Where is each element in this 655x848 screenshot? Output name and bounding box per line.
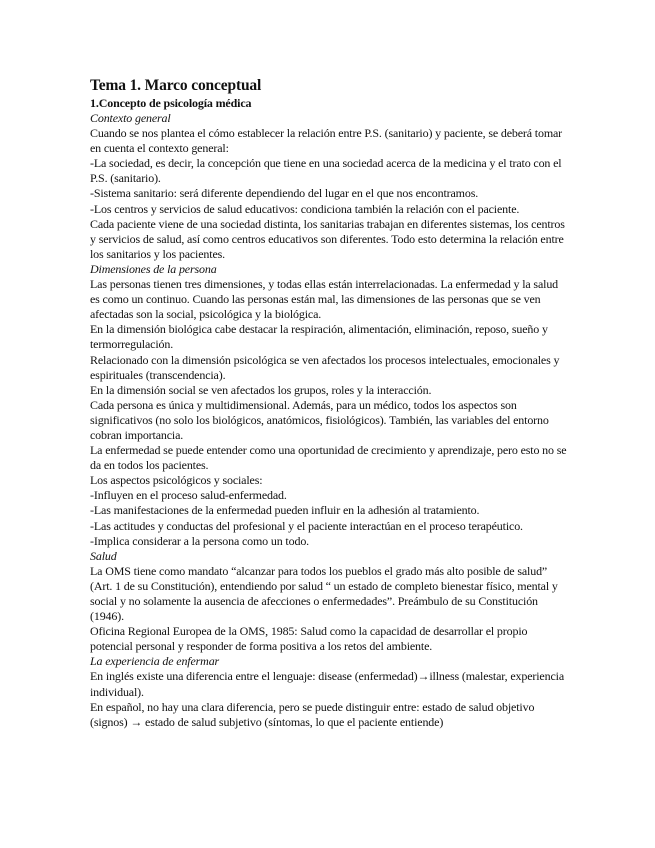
paragraph: -Sistema sanitario: será diferente dependiendo del lugar en el que nos encontramos. [90,186,479,201]
paragraph: En la dimensión social se ven afectados los grupos, roles y la interacción. [90,382,432,397]
paragraph: Las personas tienen tres dimensiones, y todas ellas están interrelacionadas. La enfermedad y la salud es como un continuo. Cuando las personas están mal, las dimensiones de las personas que se ven afectadas son la social, psicológica y la biológica. [90,277,559,322]
paragraph: Oficina Regional Europea de la OMS, 1985: Salud como la capacidad de desarrollar el propio potencial personal y responder de forma positiva a los retos del ambiente. [90,624,528,654]
paragraph: En la dimensión biológica cabe destacar la respiración, alimentación, eliminación, reposo, sueño y termorregulación. [90,322,548,352]
section-heading: Contexto general [90,111,171,125]
document-body [90,77,570,730]
section-heading: Salud [90,548,117,563]
paragraph: La enfermedad se puede entender como una oportunidad de crecimiento y aprendizaje, pero esto no se da en todos los pacientes. [90,443,567,473]
paragraph: -Implica considerar a la persona como un todo. [90,533,310,548]
section-heading: Dimensiones de la persona [90,261,217,276]
paragraph: En español, no hay una clara diferencia, pero se puede distinguir entre: estado de salud objetivo (signos) → estado de salud subjetivo (síntomas, lo que el paciente entiende) [90,699,535,729]
paragraph: -La sociedad, es decir, la concepción que tiene en una sociedad acerca de la medicina y el trato con el P.S. (sanitario). [90,156,562,186]
section-heading: La experiencia de enfermar [90,654,220,669]
paragraph: Cada persona es única y multidimensional. Además, para un médico, todos los aspectos son significativos (no solo los biológicos, anatómicos, fisiológicos). También, las variables del entorno cobran importancia. [90,397,549,442]
document-title: Tema 1. Marco conceptual [90,77,262,94]
paragraph: Los aspectos psicológicos y sociales: [90,473,263,488]
paragraph: -Los centros y servicios de salud educativos: condiciona también la relación con el paciente. [90,201,520,216]
paragraph: La OMS tiene como mandato “alcanzar para todos los pueblos el grado más alto posible de salud” (Art. 1 de su Constitución), entendiendo por salud “ un estado de completo bienestar físico, mental y social y no solamente la ausencia de afecciones o enfermedades”. Preámbulo de su Constitución (1946). [90,563,558,624]
paragraph: En inglés existe una diferencia entre el lenguaje: disease (enfermedad)→illness (malestar, experiencia individual). [90,669,564,699]
paragraph: Cada paciente viene de una sociedad distinta, los sanitarias trabajan en diferentes sistemas, los centros y servicios de salud, así como centros educativos son diferentes. Todo esto determina la relación entre los sanitarios y los pacientes. [90,216,565,261]
paragraph: Cuando se nos plantea el cómo establecer la relación entre P.S. (sanitario) y paciente, se deberá tomar en cuenta el contexto general: [90,126,563,156]
paragraph: -Las manifestaciones de la enfermedad pueden influir en la adhesión al tratamiento. [90,503,480,518]
document-subtitle: 1.Concepto de psicología médica [90,96,252,110]
paragraph: -Influyen en el proceso salud-enfermedad. [90,488,287,503]
paragraph: -Las actitudes y conductas del profesional y el paciente interactúan en el proceso terapéutico. [90,518,523,533]
paragraph: Relacionado con la dimensión psicológica se ven afectados los procesos intelectuales, emocionales y espirituales (transcendencia). [90,352,560,382]
